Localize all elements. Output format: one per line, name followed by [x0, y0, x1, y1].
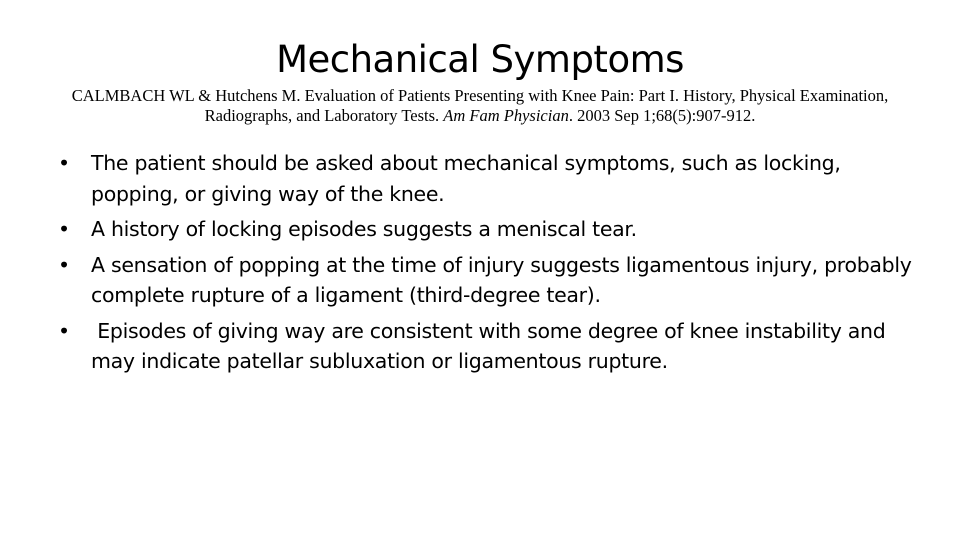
bullet-text: A history of locking episodes suggests a meniscal tear.	[91, 217, 637, 241]
bullet-item	[58, 250, 918, 311]
citation-details: . 2003 Sep 1;68(5):907-912.	[568, 106, 756, 125]
bullet-list	[58, 148, 918, 382]
bullet-text: A sensation of popping at the time of injury suggests ligamentous injury, probably complete rupture of a ligament (third-degree tear).	[91, 252, 912, 307]
slide-title: Mechanical Symptoms	[276, 38, 684, 81]
bullet-item	[58, 148, 918, 209]
bullet-text: Episodes of giving way are consistent with some degree of knee instability and may indicate patellar subluxation or ligamentous rupture.	[91, 318, 892, 373]
bullet-item	[58, 214, 918, 245]
citation-journal: Am Fam Physician	[443, 106, 569, 125]
citation	[60, 86, 900, 126]
bullet-item	[58, 316, 918, 377]
bullet-text: The patient should be asked about mechanical symptoms, such as locking, popping, or giving way of the knee.	[91, 151, 841, 206]
bullet-icon: •	[58, 151, 70, 175]
bullet-icon: •	[58, 217, 70, 241]
bullet-icon: •	[58, 252, 70, 277]
bullet-icon: •	[58, 318, 70, 343]
citation-text: CALMBACH WL & Hutchens M. Evaluation of Patients Presenting with Knee Pain: Part I. History, Physical Examination, Radiographs, and Laboratory Tests.	[71, 86, 889, 125]
